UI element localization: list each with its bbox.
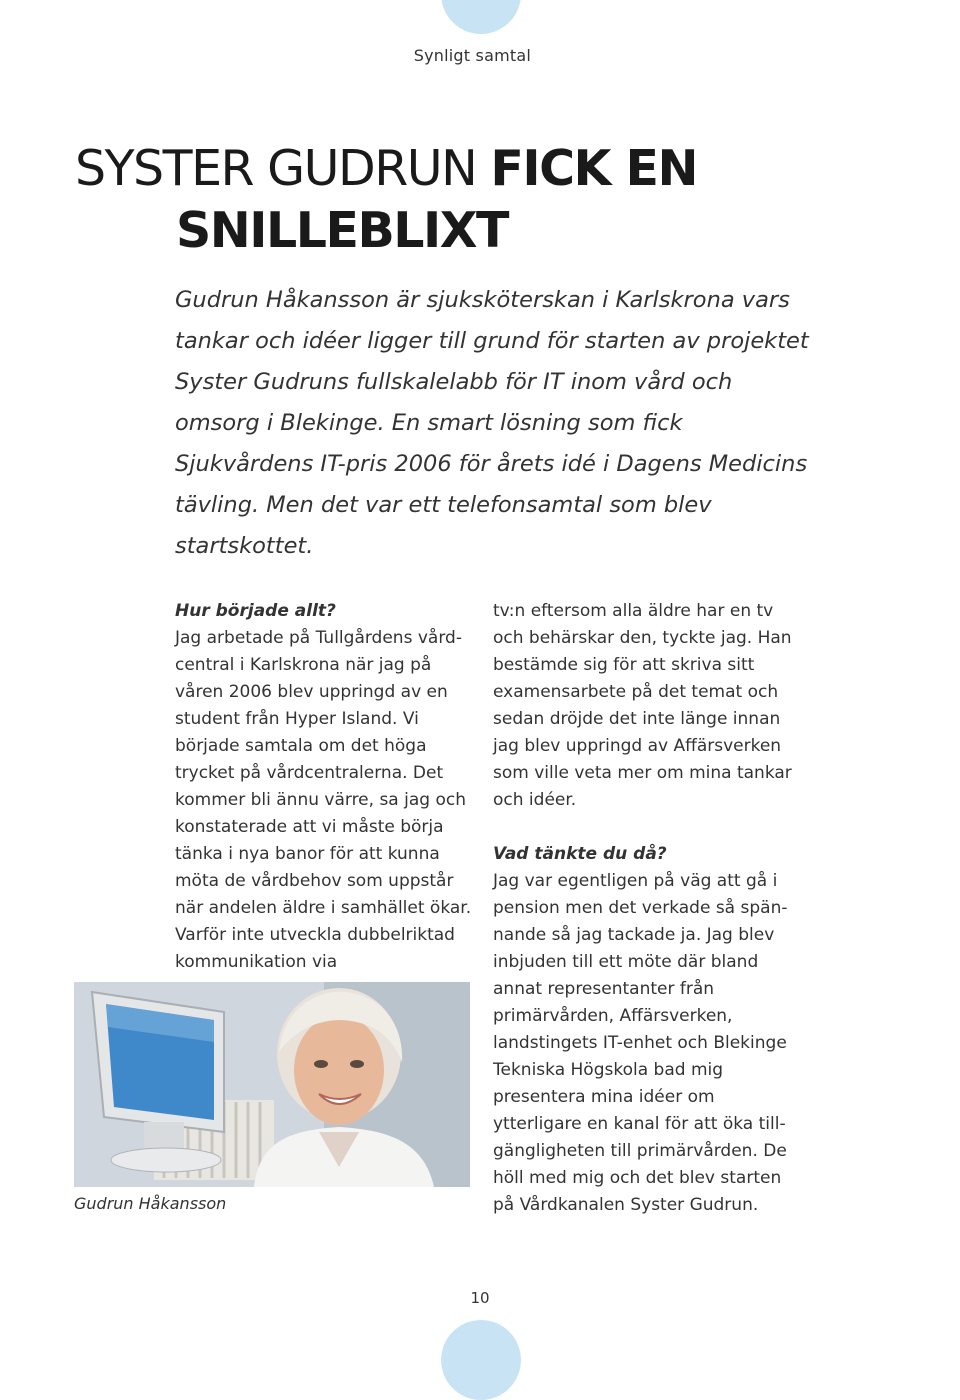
photo-caption: Gudrun Håkansson [74,1194,227,1213]
question-2: Vad tänkte du då? [493,844,667,864]
decorative-circle-top [441,0,521,34]
text-column-left [175,598,475,976]
answer-2: Jag var egentligen på väg att gå i pension men det verkade så spännande så jag tackade ja. Jag blev inbjuden till ett möte där bland annat representanter från primärvården, Affärsverken, landstingets IT-enhet och Blekinge Tekniska Högskola bad mig presentera mina idéer om ytterligare en kanal för att öka tillgängligheten till primärvården. De höll med mig och det blev starten på Vårdkanalen Syster Gudrun. [493,871,788,1215]
headline-line2: SNILLEBLIXT [176,202,508,259]
headline-bold: FICK EN [490,140,698,197]
portrait-photo [74,982,470,1187]
question-1: Hur började allt? [175,601,336,621]
article-headline [75,138,875,262]
answer-1-part-1: Jag arbetade på Tullgårdens vårdcentral i Karlskrona när jag på våren 2006 blev uppringd av en student från Hyper Island. Vi började samtala om det höga trycket på vårdcentralerna. Det kommer bli ännu värre, sa jag och konstaterade att vi måste börja tänka i nya banor för att kunna möta de vårdbehov som uppstår när andelen äldre i samhället ökar. Varför inte utveckla dubbelriktad kommunikation via [175,628,472,972]
answer-1-part-2: tv:n eftersom alla äldre har en tv och behärskar den, tyckte jag. Han bestämde sig för att skriva sitt examensarbete på det temat och sedan dröjde det inte länge innan jag blev uppringd av Affärsverken som ville veta mer om mina tankar och idéer. [493,601,792,810]
lead-text: Gudrun Håkansson är sjuksköterskan i Karlskrona vars tankar och idéer ligger till grund för starten av projektet Syster Gudruns fullskalelabb för IT inom vård och omsorg i Blekinge. En smart lösning som fick Sjukvårdens IT-pris 2006 för årets idé i Dagens Medicins tävling. Men det var ett telefonsamtal som blev startskottet. [175,287,809,559]
portrait-illustration [74,982,470,1187]
headline-light: SYSTER GUDRUN [75,140,491,197]
page-number: 10 [470,1289,490,1307]
decorative-circle-bottom [441,1320,521,1400]
section-label: Synligt samtal [413,46,531,65]
article-lead [175,280,815,567]
text-column-right [493,598,793,1219]
